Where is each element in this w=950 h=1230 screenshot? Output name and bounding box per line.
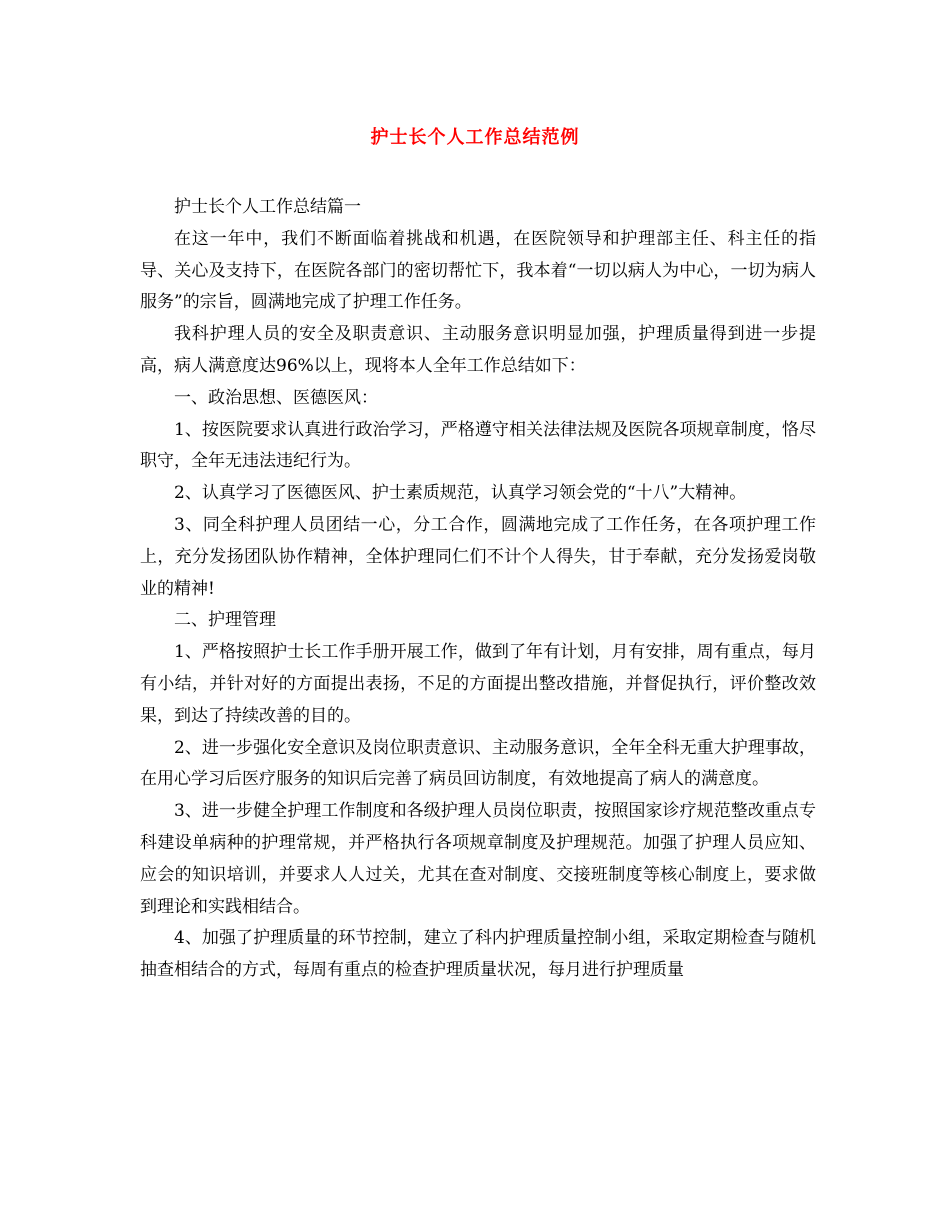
section-heading: 一、政治思想、医德医风： <box>174 387 378 408</box>
paragraph: 3、进一步健全护理工作制度和各级护理人员岗位职责，按照国家诊疗规范整改重点专科建设单病种的护理常规，并严格执行各项规章制度及护理规范。加强了护理人员应知、应会的知识培训，并要求人人过关，尤其在查对制度、交接班制度等核心制度上，要求做到理论和实践相结合。 <box>140 801 816 917</box>
document-body <box>140 192 816 987</box>
paragraph: 在这一年中，我们不断面临着挑战和机遇，在医院领导和护理部主任、科主任的指导、关心及支持下，在医院各部门的密切帮忙下，我本着“一切以病人为中心，一切为病人服务”的宗旨，圆满地完成了护理工作任务。 <box>140 228 816 313</box>
paragraph: 2、进一步强化安全意识及岗位职责意识、主动服务意识，全年全科无重大护理事故，在用心学习后医疗服务的知识后完善了病员回访制度，有效地提高了病人的满意度。 <box>140 737 816 790</box>
section-heading: 护士长个人工作总结篇一 <box>174 197 361 217</box>
paragraph: 4、加强了护理质量的环节控制，建立了科内护理质量控制小组，采取定期检查与随机抽查相结合的方式，每周有重点的检查护理质量状况，每月进行护理质量 <box>140 928 816 981</box>
section-heading: 二、护理管理 <box>174 610 276 631</box>
paragraph: 我科护理人员的安全及职责意识、主动服务意识明显加强，护理质量得到进一步提高，病人满意度达96%以上，现将本人全年工作总结如下： <box>140 324 816 376</box>
document-title: 护士长个人工作总结范例 <box>370 127 580 148</box>
paragraph: 3、同全科护理人员团结一心，分工合作，圆满地完成了工作任务，在各项护理工作上，充分发扬团队协作精神，全体护理同仁们不计个人得失，甘于奉献，充分发扬爱岗敬业的精神! <box>140 514 816 599</box>
paragraph: 2、认真学习了医德医风、护士素质规范，认真学习领会党的“十八”大精神。 <box>174 483 747 504</box>
paragraph: 1、按医院要求认真进行政治学习，严格遵守相关法律法规及医院各项规章制度，恪尽职守，全年无违法违纪行为。 <box>140 419 816 472</box>
paragraph: 1、严格按照护士长工作手册开展工作，做到了年有计划，月有安排，周有重点，每月有小结，并针对好的方面提出表扬，不足的方面提出整改措施，并督促执行，评价整改效果，到达了持续改善的目的。 <box>140 642 816 726</box>
